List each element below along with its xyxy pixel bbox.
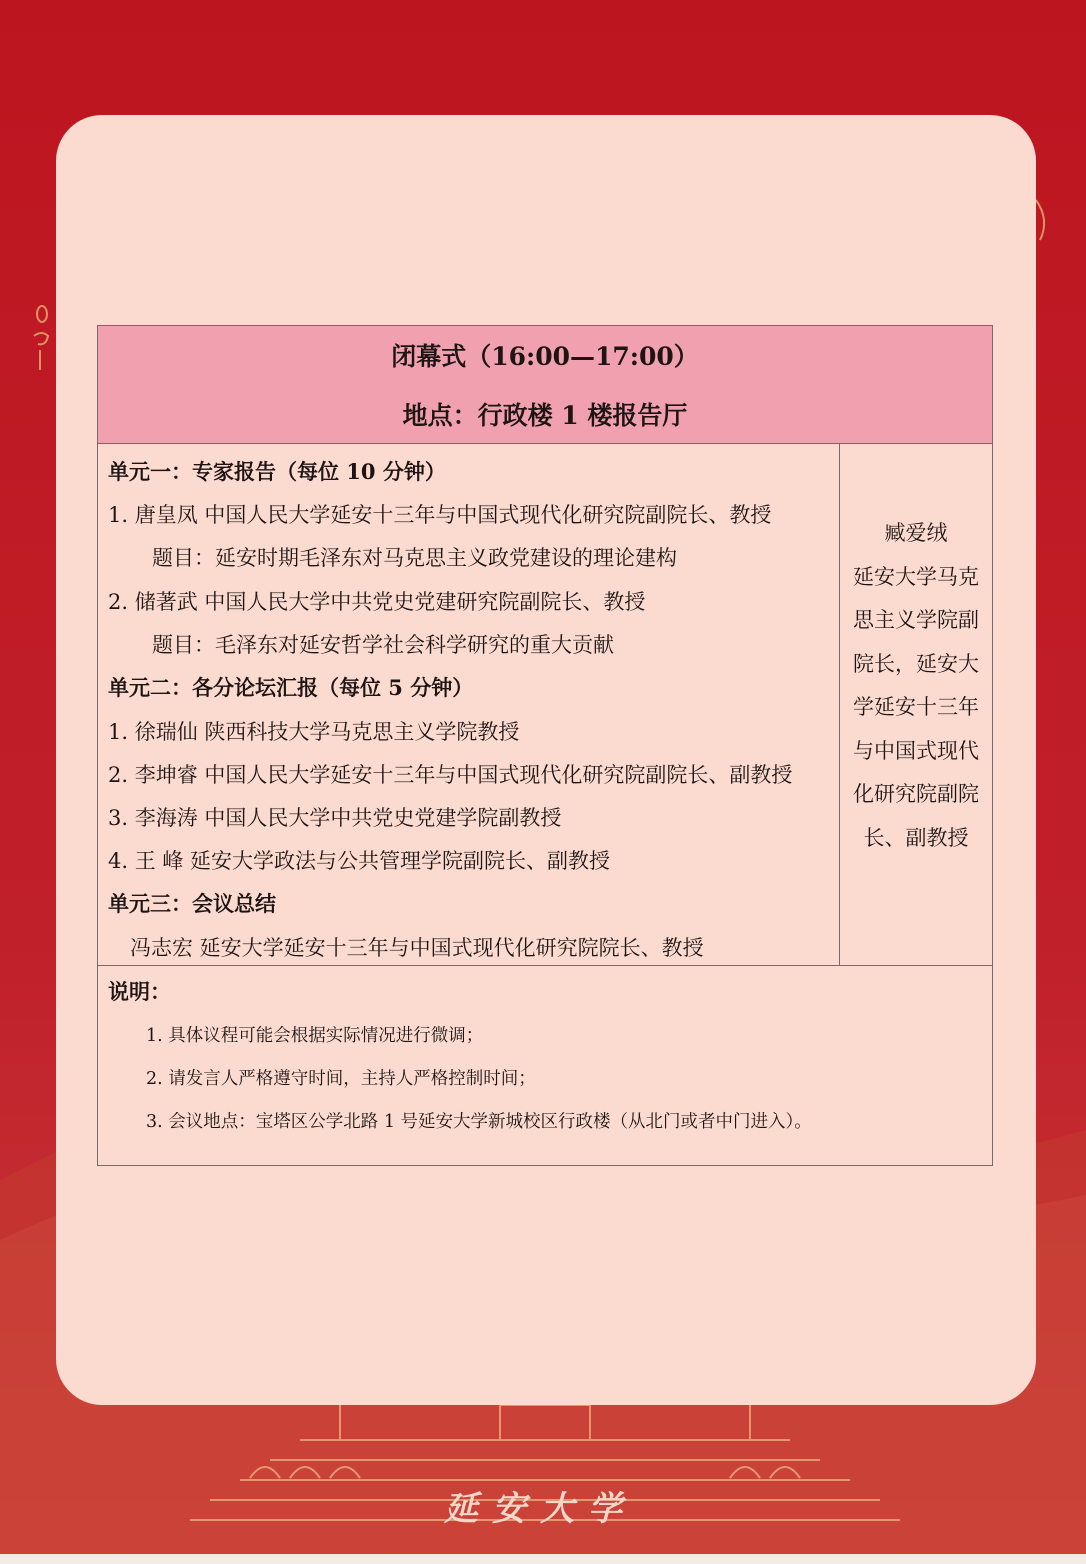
speaker-line: 冯志宏 延安大学延安十三年与中国式现代化研究院院长、教授 [130,936,704,960]
table-header [98,326,992,444]
host-line: 与中国式现代 [853,738,979,763]
host-cell [840,444,992,966]
host-line: 长、副教授 [863,825,969,850]
host-line: 化研究院副院 [853,782,979,806]
host-line: 学延安十三年 [853,695,979,719]
note-item: 2. 请发言人严格遵守时间，主持人严格控制时间； [146,1069,536,1089]
unit-title: 单元二：各分论坛汇报（每位 5 分钟） [108,675,474,700]
speaker-line: 3. 李海涛 中国人民大学中共党史党建学院副教授 [108,806,562,830]
speaker-line: 1. 唐皇凤 中国人民大学延安十三年与中国式现代化研究院副院长、教授 [108,503,772,527]
topic-line: 题目：毛泽东对延安哲学社会科学研究的重大贡献 [152,633,614,657]
session-title: 闭幕式（16:00—17:00） [391,342,699,371]
note-item: 1. 具体议程可能会根据实际情况进行微调； [146,1026,484,1046]
notes-title: 说明： [108,979,171,1004]
bottom-edge [0,1554,1086,1564]
note-item: 3. 会议地点：宝塔区公学北路 1 号延安大学新城校区行政楼（从北门或者中门进入）。 [146,1112,812,1132]
speaker-line: 4. 王 峰 延安大学政法与公共管理学院副院长、副教授 [108,849,611,873]
speaker-line: 2. 储著武 中国人民大学中共党史党建研究院副院长、教授 [108,590,646,614]
host-info [848,512,984,860]
host-line: 院长，延安大 [853,651,979,676]
unit-title: 单元三：会议总结 [108,891,276,916]
topic-line: 题目：延安时期毛泽东对马克思主义政党建设的理论建构 [152,546,677,570]
host-line: 延安大学马克 [853,564,979,589]
speaker-line: 1. 徐瑞仙 陕西科技大学马克思主义学院教授 [108,720,520,744]
host-line: 思主义学院副 [853,608,979,632]
svg-text:延安大学: 延安大学 [444,1489,636,1529]
agenda-cell [98,444,840,966]
session-location: 地点：行政楼 1 楼报告厅 [402,401,688,430]
notes-cell [98,966,992,1166]
speaker-line: 2. 李坤睿 中国人民大学延安十三年与中国式现代化研究院副院长、副教授 [108,763,793,787]
university-logo [420,1478,660,1534]
unit-title: 单元一：专家报告（每位 10 分钟） [108,459,446,484]
host-line: 臧爱绒 [884,521,948,545]
closing-ceremony-table [97,325,993,1166]
